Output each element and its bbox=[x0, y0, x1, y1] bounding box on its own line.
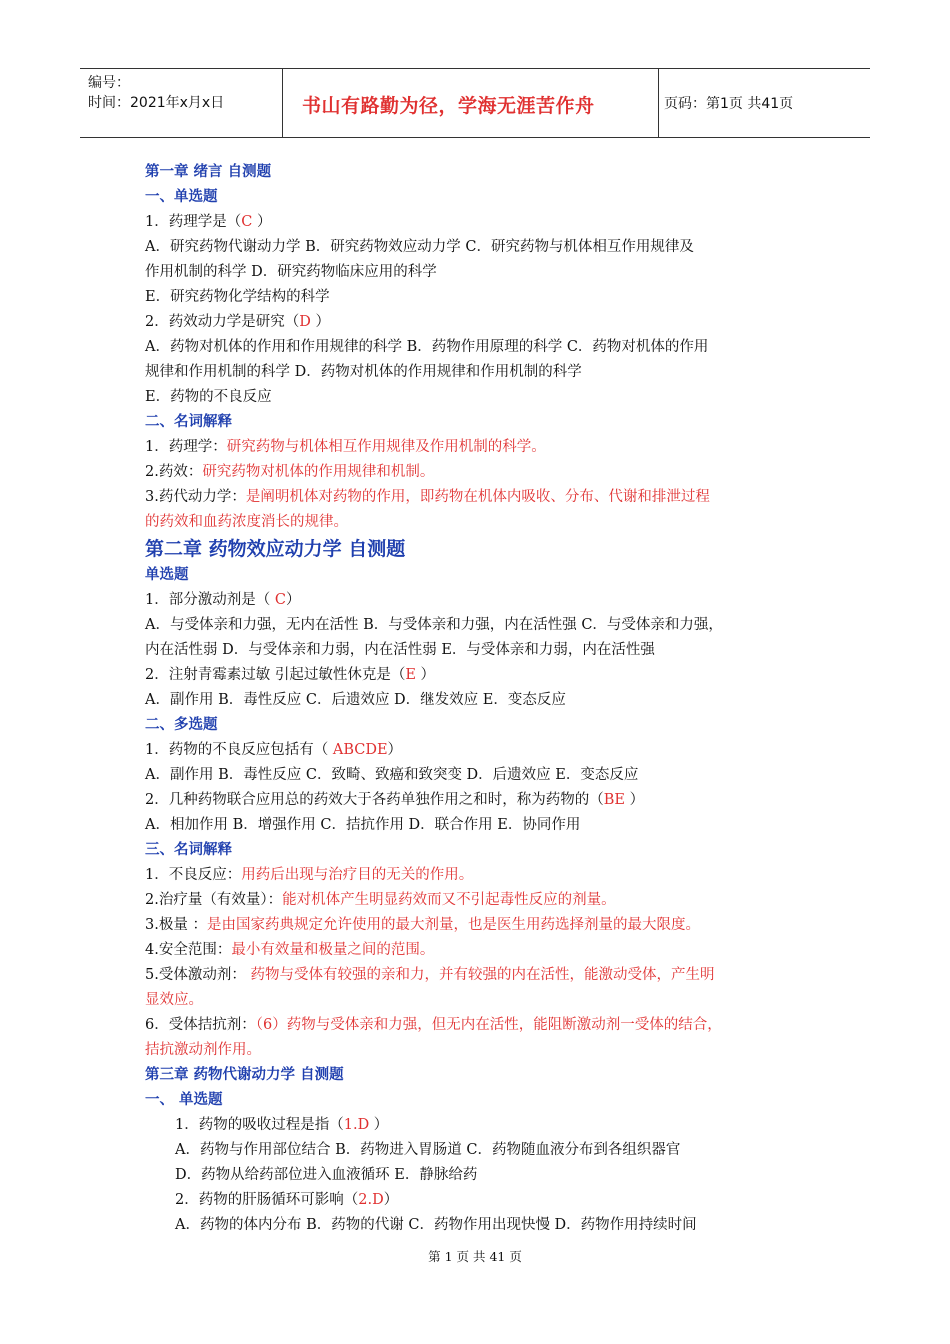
text-line bbox=[145, 913, 825, 938]
answer-text: 药物与受体有较强的亲和力，并有较强的内在活性，能激动受体，产生明 bbox=[250, 967, 715, 983]
line-text: 1．部分激动剂是（ bbox=[145, 592, 275, 608]
text-line bbox=[145, 235, 825, 260]
line-text: E．研究药物化学结构的科学 bbox=[145, 289, 330, 305]
line-text: 2．药效动力学是研究（ bbox=[145, 314, 300, 330]
number-label: 编号： bbox=[88, 75, 130, 91]
text-line bbox=[145, 1213, 825, 1238]
line-tail: ） bbox=[387, 742, 403, 758]
line-text: 6．受体拮抗剂： bbox=[145, 1017, 256, 1033]
text-line bbox=[145, 588, 825, 613]
text-line bbox=[145, 1013, 825, 1038]
text-line bbox=[145, 938, 825, 963]
answer-text: 能对机体产生明显药效而又不引起毒性反应的剂量。 bbox=[282, 892, 616, 908]
line-text: 内在活性弱 D．与受体亲和力弱，内在活性弱 E．与受体亲和力弱，内在活性强 bbox=[145, 642, 655, 658]
line-text: 3.药代动力学： bbox=[145, 489, 246, 505]
answer-text: 是由国家药典规定允许使用的最大剂量，也是医生用药选择剂量的最大限度。 bbox=[206, 917, 700, 933]
text-line bbox=[145, 1138, 825, 1163]
text-line bbox=[145, 260, 825, 285]
line-text: A．研究药物代谢动力学 B．研究药物效应动力学 C．研究药物与机体相互作用规律及 bbox=[145, 239, 694, 255]
answer-text: 最小有效量和极量之间的范围。 bbox=[231, 942, 435, 958]
line-text: 规律和作用机制的科学 D．药物对机体的作用规律和作用机制的科学 bbox=[145, 364, 582, 380]
answer-text: 研究药物对机体的作用规律和机制。 bbox=[202, 464, 435, 480]
document-body bbox=[145, 160, 825, 1238]
line-tail: ） bbox=[285, 592, 301, 608]
text-line bbox=[145, 1188, 825, 1213]
text-line bbox=[145, 310, 825, 335]
line-text: E．药物的不良反应 bbox=[145, 389, 272, 405]
header-page-info: 页码：第1页 共41页 bbox=[664, 96, 794, 112]
answer-text: C bbox=[241, 214, 253, 230]
text-line bbox=[145, 763, 825, 788]
line-tail: ） bbox=[415, 667, 436, 683]
text-line bbox=[145, 485, 825, 510]
text-line bbox=[145, 688, 825, 713]
section-heading: 单选题 bbox=[145, 567, 189, 583]
answer-text: ABCDE bbox=[332, 742, 388, 758]
line-text: 4.安全范围： bbox=[145, 942, 232, 958]
answer-text: C bbox=[274, 592, 286, 608]
section-heading: 第三章 药物代谢动力学 自测题 bbox=[145, 1067, 344, 1083]
text-line bbox=[145, 813, 825, 838]
header-meta bbox=[88, 73, 224, 113]
text-line bbox=[145, 360, 825, 385]
text-line bbox=[145, 335, 825, 360]
answer-text: E bbox=[405, 667, 416, 683]
text-line bbox=[145, 385, 825, 410]
answer-text: BE bbox=[603, 792, 625, 808]
line-text: 作用机制的科学 D．研究药物临床应用的科学 bbox=[145, 264, 437, 280]
answer-text: 用药后出现与治疗目的无关的作用。 bbox=[241, 867, 474, 883]
text-line bbox=[145, 988, 825, 1013]
line-tail: ） bbox=[369, 1117, 389, 1133]
text-line bbox=[145, 738, 825, 763]
chapter-title: 第二章 药物效应动力学 自测题 bbox=[145, 538, 406, 560]
text-line bbox=[145, 888, 825, 913]
line-text: A．药物对机体的作用和作用规律的科学 B．药物作用原理的科学 C．药物对机体的作用 bbox=[145, 339, 709, 355]
time-label: 时间：2021年x月x日 bbox=[88, 95, 225, 111]
line-text: 2.治疗量（有效量）： bbox=[145, 892, 283, 908]
text-line bbox=[145, 863, 825, 888]
line-text: A．相加作用 B．增强作用 C．拮抗作用 D．联合作用 E．协同作用 bbox=[145, 817, 581, 833]
text-line bbox=[145, 638, 825, 663]
line-text: 5.受体激动剂： bbox=[145, 967, 251, 983]
text-line bbox=[145, 460, 825, 485]
line-tail: ） bbox=[252, 214, 272, 230]
line-tail: ） bbox=[624, 792, 645, 808]
section-heading: 二、多选题 bbox=[145, 717, 218, 733]
line-text: 2．药物的肝肠循环可影响（ bbox=[175, 1192, 359, 1208]
page-footer: 第 1 页 共 41 页 bbox=[428, 1249, 522, 1264]
line-text: A．副作用 B．毒性反应 C．后遗效应 D．继发效应 E．变态反应 bbox=[145, 692, 566, 708]
text-line bbox=[145, 663, 825, 688]
section-heading: 二、名词解释 bbox=[145, 414, 232, 430]
text-line bbox=[145, 1038, 825, 1063]
answer-text: （6）药物与受体亲和力强，但无内在活性，能阻断激动剂一受体的结合， bbox=[255, 1017, 722, 1033]
text-line bbox=[145, 1163, 825, 1188]
line-text: 2．几种药物联合应用总的药效大于各药单独作用之和时，称为药物的（ bbox=[145, 792, 604, 808]
section-heading: 第一章 绪言 自测题 bbox=[145, 164, 272, 180]
text-line bbox=[145, 510, 825, 535]
line-text: 1．药物的不良反应包括有（ bbox=[145, 742, 333, 758]
text-line bbox=[145, 210, 825, 235]
answer-text: 研究药物与机体相互作用规律及作用机制的科学。 bbox=[226, 439, 546, 455]
answer-text: D bbox=[299, 314, 311, 330]
line-text: 1．药理学： bbox=[145, 439, 227, 455]
section-heading: 三、名词解释 bbox=[145, 842, 232, 858]
answer-text: 的药效和血药浓度消长的规律。 bbox=[145, 514, 348, 530]
line-text: A．与受体亲和力强，无内在活性 B．与受体亲和力强，内在活性强 C．与受体亲和力强， bbox=[145, 617, 723, 633]
line-text: 1．药理学是（ bbox=[145, 214, 242, 230]
line-tail: ） bbox=[310, 314, 330, 330]
section-heading: 一、单选题 bbox=[145, 189, 218, 205]
text-line bbox=[145, 435, 825, 460]
line-tail: ） bbox=[383, 1192, 399, 1208]
answer-text: 1.D bbox=[343, 1117, 370, 1133]
line-text: 2．注射青霉素过敏 引起过敏性休克是（ bbox=[145, 667, 406, 683]
header-divider bbox=[658, 69, 659, 137]
line-text: 1．药物的吸收过程是指（ bbox=[175, 1117, 344, 1133]
answer-text: 拮抗激动剂作用。 bbox=[145, 1042, 261, 1058]
text-line bbox=[145, 1113, 825, 1138]
page-header bbox=[80, 68, 870, 138]
answer-text: 显效应。 bbox=[145, 992, 203, 1008]
answer-text: 是阐明机体对药物的作用，即药物在机体内吸收、分布、代谢和排泄过程 bbox=[245, 489, 710, 505]
line-text: 2.药效： bbox=[145, 464, 203, 480]
section-heading: 一、 单选题 bbox=[145, 1092, 223, 1108]
header-motto: 书山有路勤为径，学海无涯苦作舟 bbox=[302, 95, 595, 117]
line-text: A．药物与作用部位结合 B．药物进入胃肠道 C．药物随血液分布到各组织器官 bbox=[175, 1142, 681, 1158]
answer-text: 2.D bbox=[358, 1192, 384, 1208]
text-line bbox=[145, 788, 825, 813]
line-text: A．药物的体内分布 B．药物的代谢 C．药物作用出现快慢 D．药物作用持续时间 bbox=[175, 1217, 697, 1233]
text-line bbox=[145, 285, 825, 310]
header-divider bbox=[282, 69, 283, 137]
line-text: D．药物从给药部位进入血液循环 E．静脉给药 bbox=[175, 1167, 478, 1183]
text-line bbox=[145, 963, 825, 988]
text-line bbox=[145, 613, 825, 638]
line-text: 3.极量 ： bbox=[145, 917, 207, 933]
line-text: 1．不良反应： bbox=[145, 867, 242, 883]
line-text: A．副作用 B．毒性反应 C．致畸、致癌和致突变 D．后遗效应 E．变态反应 bbox=[145, 767, 639, 783]
